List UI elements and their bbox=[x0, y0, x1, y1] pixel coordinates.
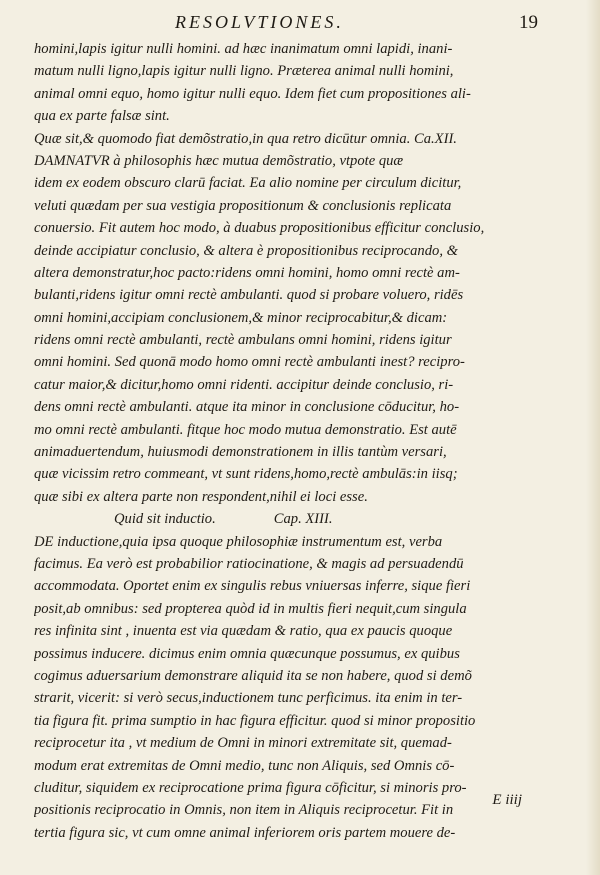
text-line: animaduertendum, huiusmodi demonstrationem in illis tantùm versari, bbox=[34, 444, 447, 461]
text-line: tia figura fit. prima sumptio in hac figura efficitur. quod si minor propositio bbox=[34, 712, 476, 729]
text-line: posit,ab omnibus: sed propterea quòd id in multis fieri nequit,cum singula bbox=[34, 600, 467, 617]
text-line: dens omni rectè ambulanti. atque ita minor in conclusione cōducitur, ho- bbox=[34, 399, 460, 416]
text-line: positionis reciprocatio in Omnis, non item in Aliquis reciprocetur. Fit in bbox=[34, 802, 454, 819]
text-line: tertia figura sic, vt cum omne animal inferiorem oris partem mouere de- bbox=[34, 824, 456, 841]
chapter-13-heading bbox=[34, 508, 554, 530]
text-line: modum erat extremitas de Omni medio, tunc non Aliquis, sed Omnis cō- bbox=[34, 757, 455, 774]
text-line: ridens omni rectè ambulanti, rectè ambulans omni homini, ridens igitur bbox=[34, 332, 452, 349]
text-line: reciprocetur ita , vt medium de Omni in minori extremitate sit, quemad- bbox=[34, 735, 452, 752]
text-line: veluti quædam per sua vestigia propositionum & conclusionis replicata bbox=[34, 197, 452, 214]
text-line: facimus. Ea verò est probabilior ratiocinatione, & magis ad persuadendū bbox=[34, 555, 464, 572]
chapter-13-title: Quid sit inductio. bbox=[114, 511, 216, 528]
text-line: cogimus aduersarium demonstrare aliquid ita se non habere, quod si demõ bbox=[34, 667, 472, 684]
text-line: animal omni equo, homo igitur nulli equo. Idem fiet cum propositiones ali- bbox=[34, 85, 471, 102]
running-title: RESOLVTIONES. bbox=[175, 12, 344, 32]
text-line: DE inductione,quia ipsa quoque philosophiæ instrumentum est, verba bbox=[34, 533, 443, 550]
text-line: conuersio. Fit autem hoc modo, à duabus propositionibus efficitur conclusio, bbox=[34, 220, 485, 237]
text-line: possimus inducere. dicimus enim omnia quæcunque possumus, ex quibus bbox=[34, 645, 460, 662]
text-line: DAMNATVR à philosophis hæc mutua demõstratio, vtpote quæ bbox=[34, 152, 404, 169]
text-line: quæ sibi ex altera parte non respondent,nihil ei loci esse. bbox=[34, 488, 368, 505]
text-line: catur maior,& dicitur,homo omni ridenti. accipitur deinde conclusio, ri- bbox=[34, 376, 454, 393]
text-line: cluditur, siquidem ex reciprocatione prima figura cōficitur, si minoris pro- bbox=[34, 779, 467, 796]
text-line: mo omni rectè ambulanti. fitque hoc modo mutua demonstratio. Est autē bbox=[34, 421, 457, 438]
text-line: altera demonstratur,hoc pacto:ridens omni homini, homo omni rectè am- bbox=[34, 264, 460, 281]
page-number: 19 bbox=[519, 12, 538, 33]
text-line: bulanti,ridens igitur omni rectè ambulanti. quod si probare voluero, ridēs bbox=[34, 287, 464, 304]
text-line: accommodata. Oportet enim ex singulis rebus vniuersas inferre, sique fieri bbox=[34, 578, 471, 595]
text-line: omni homini. Sed quonā modo homo omni rectè ambulanti inest? recipro- bbox=[34, 354, 465, 371]
text-line: qua ex parte falsæ sint. bbox=[34, 108, 170, 125]
text-line: matum nulli ligno,lapis igitur nulli ligno. Præterea animal nulli homini, bbox=[34, 63, 454, 80]
text-line: omni homini,accipiam conclusionem,& minor reciprocabitur,& dicam: bbox=[34, 309, 448, 326]
page-edge bbox=[586, 0, 600, 875]
text-block bbox=[34, 38, 554, 844]
text-line: homini,lapis igitur nulli homini. ad hæc inanimatum omni lapidi, inani- bbox=[34, 41, 453, 57]
text-line: res infinita sint , inuenta est via quædam & ratio, qua ex paucis quoque bbox=[34, 623, 453, 640]
text-line: deinde accipiatur conclusio, & altera è propositionibus reciprocando, & bbox=[34, 242, 458, 259]
text-line: quæ vicissim retro commeant, vt sunt ridens,homo,rectè ambulās:in iisq; bbox=[34, 466, 458, 483]
signature-mark: E iiij bbox=[492, 792, 522, 808]
chapter-12-heading: Quæ sit,& quomodo fiat demõstratio,in qua retro dicūtur omnia. Ca.XII. bbox=[34, 130, 457, 147]
running-head bbox=[0, 12, 600, 36]
text-line: idem ex eodem obscuro clarū faciat. Ea alio nomine per circulum dicitur, bbox=[34, 175, 462, 192]
chapter-13-number: Cap. XIII. bbox=[273, 511, 333, 528]
text-line: strarit, vicerit: si verò secus,inductionem tunc perficimus. ita enim in ter- bbox=[34, 690, 463, 707]
